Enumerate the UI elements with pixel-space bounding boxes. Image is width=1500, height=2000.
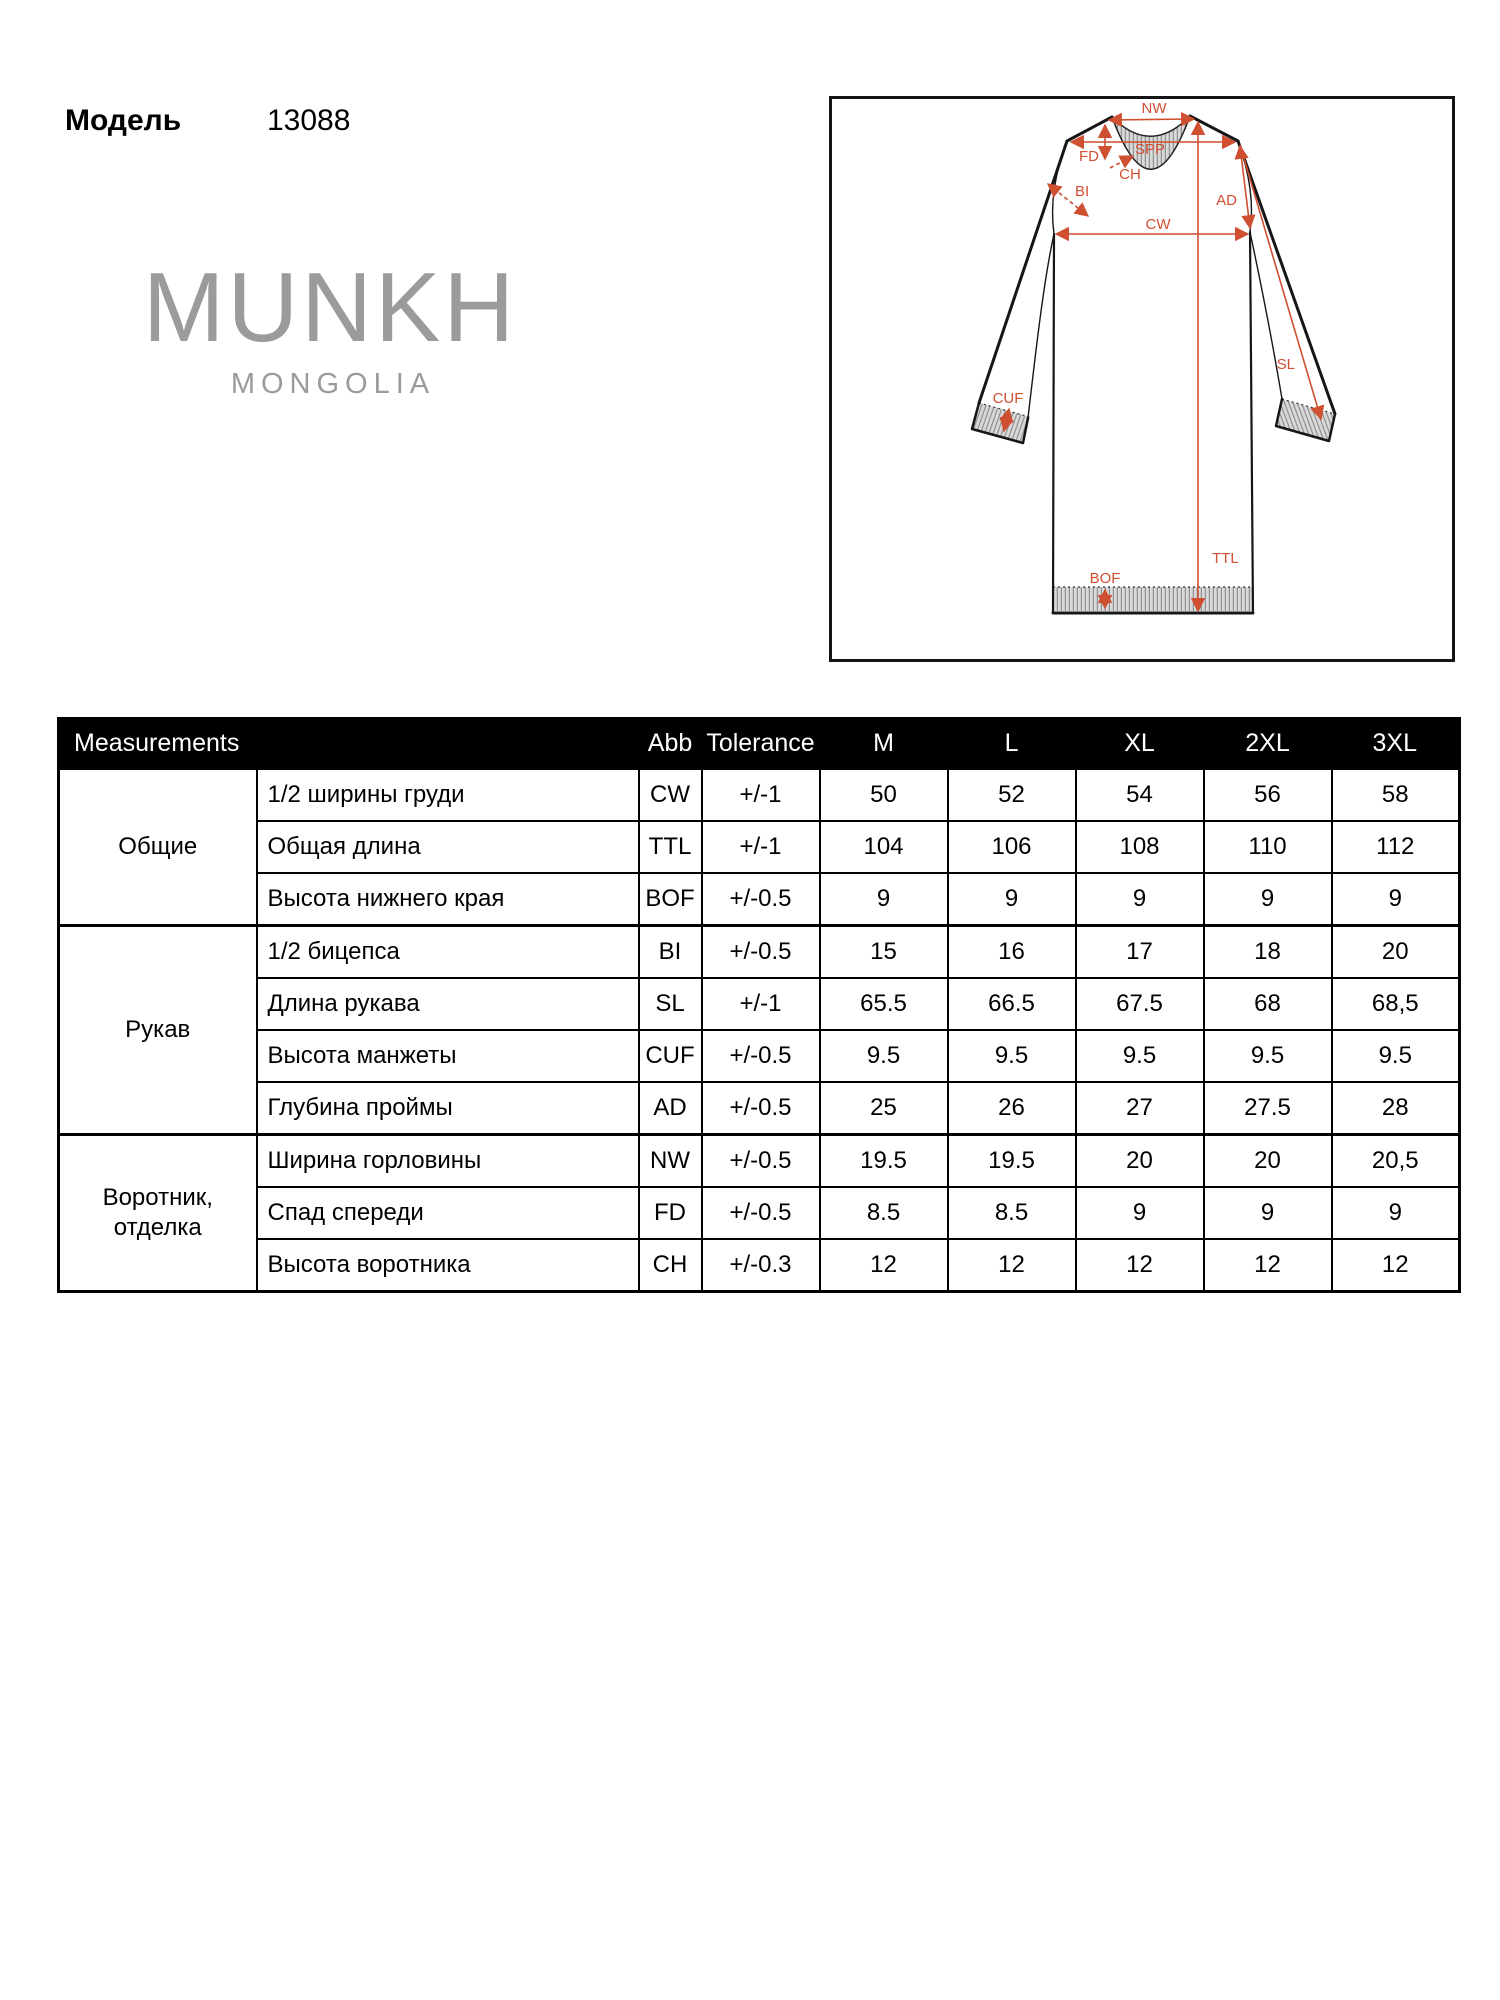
garment-diagram — [829, 96, 1455, 662]
abb-cell: CH — [639, 1239, 702, 1292]
abb-cell: TTL — [639, 821, 702, 873]
table-row — [59, 1239, 1460, 1292]
tolerance-cell: +/-0.5 — [702, 1082, 820, 1135]
tolerance-cell: +/-0.3 — [702, 1239, 820, 1292]
value-cell: 54 — [1076, 769, 1204, 822]
tolerance-cell: +/-0.5 — [702, 926, 820, 979]
abb-cell: AD — [639, 1082, 702, 1135]
value-cell: 9 — [1204, 1187, 1332, 1239]
table-row — [59, 1187, 1460, 1239]
value-cell: 9.5 — [1332, 1030, 1460, 1082]
value-cell: 9 — [820, 873, 948, 926]
table-row — [59, 978, 1460, 1030]
measurement-name: Длина рукава — [257, 978, 639, 1030]
tolerance-cell: +/-0.5 — [702, 1030, 820, 1082]
measurement-name: Высота воротника — [257, 1239, 639, 1292]
group-label: Рукав — [59, 926, 257, 1135]
value-cell: 9 — [1332, 873, 1460, 926]
value-cell: 20 — [1332, 926, 1460, 979]
value-cell: 27.5 — [1204, 1082, 1332, 1135]
value-cell: 25 — [820, 1082, 948, 1135]
brand-logo — [120, 252, 540, 401]
brand-name: MUNKH — [142, 252, 518, 362]
tolerance-cell: +/-1 — [702, 821, 820, 873]
value-cell: 15 — [820, 926, 948, 979]
header-size-xl: XL — [1076, 719, 1204, 769]
tolerance-cell: +/-0.5 — [702, 873, 820, 926]
measurement-name: 1/2 ширины груди — [257, 769, 639, 822]
value-cell: 58 — [1332, 769, 1460, 822]
header-size-3xl: 3XL — [1332, 719, 1460, 769]
header-tolerance: Tolerance — [702, 719, 820, 769]
label-bi: BI — [1075, 183, 1090, 200]
abb-cell: NW — [639, 1135, 702, 1188]
value-cell: 110 — [1204, 821, 1332, 873]
header-measurements: Measurements — [59, 719, 639, 769]
value-cell: 108 — [1076, 821, 1204, 873]
header-size-l: L — [948, 719, 1076, 769]
value-cell: 20 — [1076, 1135, 1204, 1188]
value-cell: 12 — [1332, 1239, 1460, 1292]
abb-cell: SL — [639, 978, 702, 1030]
hem-band — [1053, 587, 1253, 611]
label-ttl: TTL — [1212, 550, 1239, 567]
value-cell: 52 — [948, 769, 1076, 822]
value-cell: 28 — [1332, 1082, 1460, 1135]
label-fd: FD — [1079, 148, 1099, 165]
value-cell: 12 — [820, 1239, 948, 1292]
measurement-name: Высота нижнего края — [257, 873, 639, 926]
value-cell: 8.5 — [948, 1187, 1076, 1239]
table-header-row — [59, 719, 1460, 769]
measurement-name: Спад спереди — [257, 1187, 639, 1239]
model-number: 13088 — [267, 104, 351, 137]
label-ad: AD — [1216, 192, 1237, 209]
abb-cell: CW — [639, 769, 702, 822]
tolerance-cell: +/-1 — [702, 978, 820, 1030]
value-cell: 18 — [1204, 926, 1332, 979]
value-cell: 20 — [1204, 1135, 1332, 1188]
value-cell: 19.5 — [820, 1135, 948, 1188]
value-cell: 50 — [820, 769, 948, 822]
value-cell: 17 — [1076, 926, 1204, 979]
abb-cell: BOF — [639, 873, 702, 926]
value-cell: 20,5 — [1332, 1135, 1460, 1188]
label-cuf: CUF — [992, 390, 1024, 407]
header-abb: Abb — [639, 719, 702, 769]
value-cell: 106 — [948, 821, 1076, 873]
brand-subtitle: MONGOLIA — [230, 368, 436, 400]
abb-cell: CUF — [639, 1030, 702, 1082]
value-cell: 19.5 — [948, 1135, 1076, 1188]
measurement-name: Высота манжеты — [257, 1030, 639, 1082]
value-cell: 12 — [1076, 1239, 1204, 1292]
value-cell: 104 — [820, 821, 948, 873]
value-cell: 66.5 — [948, 978, 1076, 1030]
header-size-2xl: 2XL — [1204, 719, 1332, 769]
value-cell: 16 — [948, 926, 1076, 979]
header-size-m: M — [820, 719, 948, 769]
measurement-name: Глубина проймы — [257, 1082, 639, 1135]
table-row — [59, 926, 1460, 979]
value-cell: 68,5 — [1332, 978, 1460, 1030]
value-cell: 9.5 — [1204, 1030, 1332, 1082]
value-cell: 9 — [1076, 1187, 1204, 1239]
tolerance-cell: +/-1 — [702, 769, 820, 822]
label-spp: SPP — [1134, 141, 1166, 158]
value-cell: 65.5 — [820, 978, 948, 1030]
value-cell: 9 — [1204, 873, 1332, 926]
label-sl: SL — [1276, 356, 1295, 373]
abb-cell: FD — [639, 1187, 702, 1239]
value-cell: 12 — [1204, 1239, 1332, 1292]
measurement-table — [57, 717, 1461, 1293]
group-label: Воротник, отделка — [59, 1135, 257, 1292]
table-row — [59, 1135, 1460, 1188]
garment-drawing — [832, 99, 1452, 659]
value-cell: 9 — [948, 873, 1076, 926]
value-cell: 26 — [948, 1082, 1076, 1135]
table-row — [59, 873, 1460, 926]
value-cell: 27 — [1076, 1082, 1204, 1135]
tolerance-cell: +/-0.5 — [702, 1187, 820, 1239]
measurement-name: Общая длина — [257, 821, 639, 873]
value-cell: 56 — [1204, 769, 1332, 822]
value-cell: 8.5 — [820, 1187, 948, 1239]
value-cell: 68 — [1204, 978, 1332, 1030]
table-row — [59, 821, 1460, 873]
model-label: Модель — [65, 104, 182, 137]
group-label: Общие — [59, 769, 257, 926]
label-ch: CH — [1119, 166, 1141, 183]
value-cell: 9.5 — [1076, 1030, 1204, 1082]
label-nw: NW — [1141, 100, 1167, 117]
measurement-name: 1/2 бицепса — [257, 926, 639, 979]
label-cw: CW — [1145, 216, 1171, 233]
table-row — [59, 1082, 1460, 1135]
value-cell: 9 — [1332, 1187, 1460, 1239]
value-cell: 9.5 — [820, 1030, 948, 1082]
measurement-name: Ширина горловины — [257, 1135, 639, 1188]
label-bof: BOF — [1089, 570, 1121, 587]
value-cell: 12 — [948, 1239, 1076, 1292]
table-row — [59, 1030, 1460, 1082]
abb-cell: BI — [639, 926, 702, 979]
table-row — [59, 769, 1460, 822]
tolerance-cell: +/-0.5 — [702, 1135, 820, 1188]
value-cell: 112 — [1332, 821, 1460, 873]
value-cell: 9.5 — [948, 1030, 1076, 1082]
value-cell: 9 — [1076, 873, 1204, 926]
value-cell: 67.5 — [1076, 978, 1204, 1030]
